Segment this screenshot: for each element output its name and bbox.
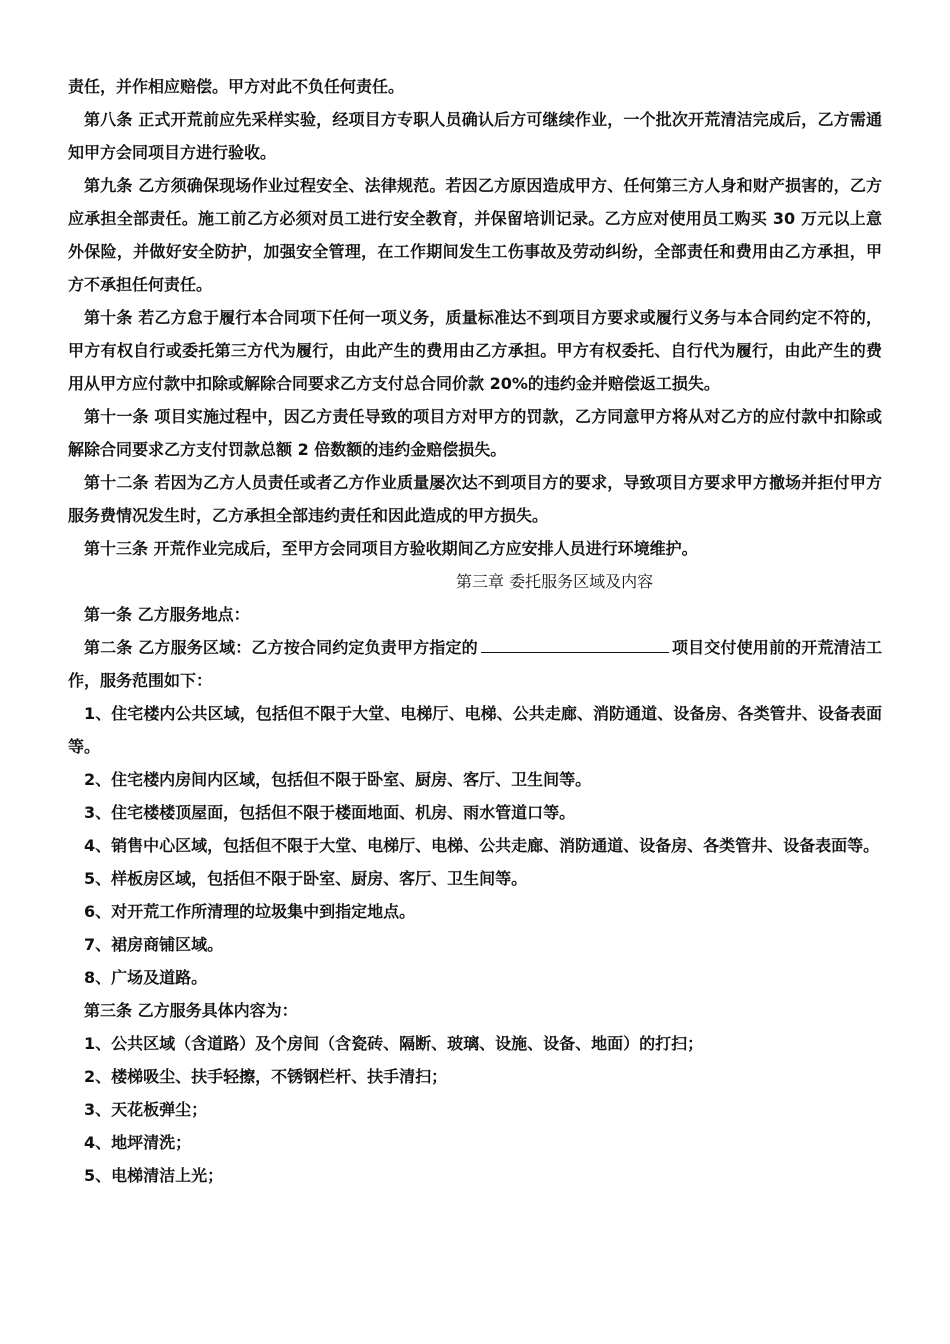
area-item: 7、裙房商铺区域。 [84, 935, 224, 954]
article-10: 第十条 若乙方怠于履行本合同项下任何一项义务，质量标准达不到项目方要求或履行义务与本合同约定不符的，甲方有权自行或委托第三方代为履行，由此产生的费用由乙方承担。甲方有权委托、自行代为履行，由此产生的费用从甲方应付款中扣除或解除合同要求乙方支付总合同价款 20%的违约金并赔偿返工损失。 [68, 308, 882, 393]
chapter-title: 第三章 委托服务区域及内容 [456, 572, 654, 591]
contract-page [68, 70, 882, 1192]
content-item: 1、公共区域（含道路）及个房间（含瓷砖、隔断、玻璃、设施、设备、地面）的打扫； [84, 1034, 704, 1053]
area-item: 3、住宅楼楼顶屋面，包括但不限于楼面地面、机房、雨水管道口等。 [84, 803, 576, 822]
article-2-text-after: 项目交付使用前的开荒清洁工作，服务范围如下： [68, 638, 882, 690]
area-item: 1、住宅楼内公共区域，包括但不限于大堂、电梯厅、电梯、公共走廊、消防通道、设备房、各类管井、设备表面等。 [68, 704, 882, 756]
chapter3-article-1: 第一条 乙方服务地点： [84, 605, 250, 624]
project-name-blank [481, 638, 669, 653]
article-9: 第九条 乙方须确保现场作业过程安全、法律规范。若因乙方原因造成甲方、任何第三方人身和财产损害的，乙方应承担全部责任。施工前乙方必须对员工进行安全教育，并保留培训记录。乙方应对使用员工购买 30 万元以上意外保险，并做好安全防护，加强安全管理，在工作期间发生工伤事故及劳动纠纷，全部责任和费用由乙方承担，甲方不承担任何责任。 [68, 176, 882, 294]
article-11: 第十一条 项目实施过程中，因乙方责任导致的项目方对甲方的罚款，乙方同意甲方将从对乙方的应付款中扣除或解除合同要求乙方支付罚款总额 2 倍数额的违约金赔偿损失。 [68, 407, 882, 459]
article-8: 第八条 正式开荒前应先采样实验，经项目方专职人员确认后方可继续作业，一个批次开荒清洁完成后，乙方需通知甲方会同项目方进行验收。 [68, 110, 882, 162]
article-13: 第十三条 开荒作业完成后，至甲方会同项目方验收期间乙方应安排人员进行环境维护。 [84, 539, 698, 558]
area-item: 4、销售中心区域，包括但不限于大堂、电梯厅、电梯、公共走廊、消防通道、设备房、各类管井、设备表面等。 [84, 836, 880, 855]
chapter3-article-2 [68, 631, 882, 697]
area-item: 6、对开荒工作所清理的垃圾集中到指定地点。 [84, 902, 416, 921]
content-item: 3、天花板弹尘； [84, 1100, 208, 1119]
chapter3-article-3: 第三条 乙方服务具体内容为： [84, 1001, 298, 1020]
paragraph-liability-end: 责任，并作相应赔偿。甲方对此不负任何责任。 [68, 77, 405, 96]
area-item: 5、样板房区域，包括但不限于卧室、厨房、客厅、卫生间等。 [84, 869, 528, 888]
content-item: 4、地坪清洗； [84, 1133, 192, 1152]
content-item: 5、电梯清洁上光； [84, 1166, 224, 1185]
article-2-text-before: 第二条 乙方服务区域：乙方按合同约定负责甲方指定的 [84, 638, 478, 657]
area-item: 2、住宅楼内房间内区域，包括但不限于卧室、厨房、客厅、卫生间等。 [84, 770, 592, 789]
article-12: 第十二条 若因为乙方人员责任或者乙方作业质量屡次达不到项目方的要求，导致项目方要求甲方撤场并拒付甲方服务费情况发生时，乙方承担全部违约责任和因此造成的甲方损失。 [68, 473, 882, 525]
content-item: 2、楼梯吸尘、扶手轻擦，不锈钢栏杆、扶手清扫； [84, 1067, 448, 1086]
area-item: 8、广场及道路。 [84, 968, 208, 987]
